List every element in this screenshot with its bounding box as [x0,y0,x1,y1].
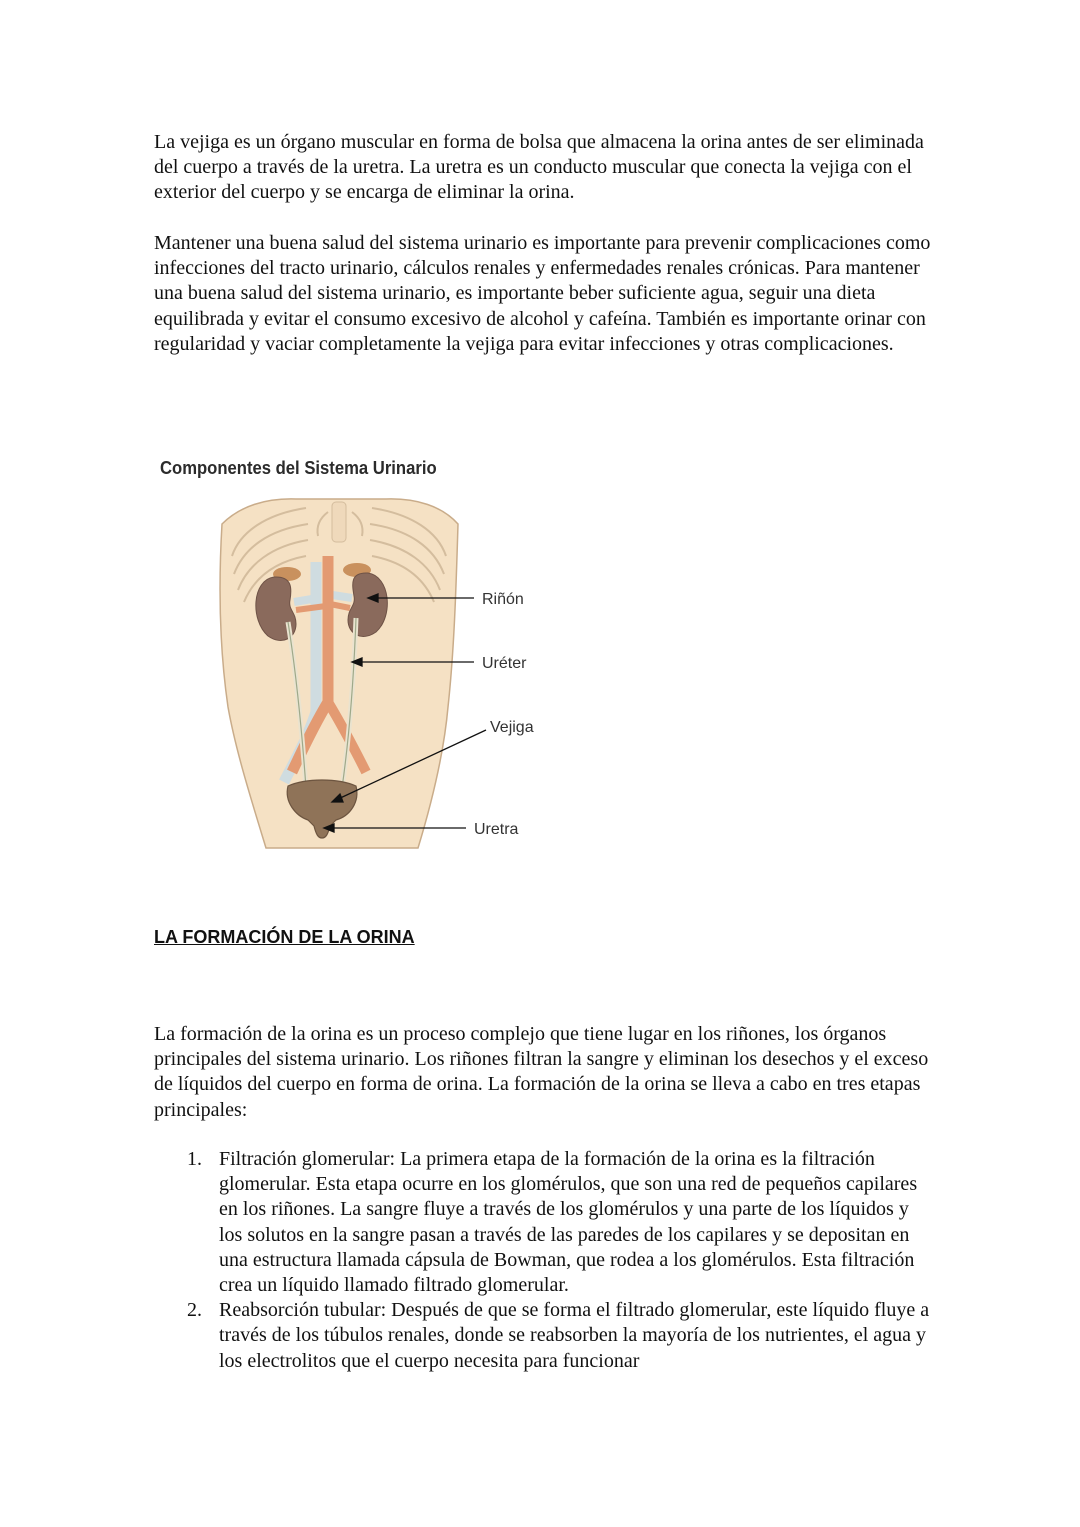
label-kidney: Riñón [482,591,524,608]
label-urethra: Uretra [474,821,519,838]
urinary-system-figure [156,452,556,852]
label-bladder: Vejiga [490,719,534,736]
section-heading: LA FORMACIÓN DE LA ORINA [154,927,415,947]
urinary-system-illustration [156,452,556,852]
paragraph-bladder-urethra: La vejiga es un órgano muscular en forma de bolsa que almacena la orina antes de ser eliminada del cuerpo a través de la uretra. La uretra es un conducto muscular que conecta la vejiga con el exterior del cuerpo y se encarga de eliminar la orina. [154,131,924,204]
paragraph-formation-intro: La formación de la orina es un proceso complejo que tiene lugar en los riñones, los órganos principales del sistema urinario. Los riñones filtran la sangre y eliminan los desechos y el exceso de líquidos del cuerpo en forma de orina. La formación de la orina se lleva a cabo en tres etapas principales: [154,1023,929,1121]
paragraph-urinary-health: Mantener una buena salud del sistema urinario es importante para prevenir complicaciones como infecciones del tracto urinario, cálculos renales y enfermedades renales crónicas. Para mantener una buena salud del sistema urinario, es importante beber suficiente agua, seguir una dieta equilibrada y evitar el consumo excesivo de alcohol y cafeína. También es importante orinar con regularidad y vaciar completamente la vejiga para evitar infecciones y otras complicaciones. [154,232,931,355]
list-item-number: 2. [187,1299,202,1322]
list-item-number: 1. [187,1148,202,1170]
formation-steps-list [154,1147,934,1374]
list-item [154,1298,934,1374]
figure-title: Componentes del Sistema Urinario [160,457,437,478]
list-item [154,1147,934,1298]
label-ureter: Uréter [482,655,527,672]
list-item-text: Reabsorción tubular: Después de que se forma el filtrado glomerular, este líquido fluye a través de los túbulos renales, donde se reabsorben la mayoría de los nutrientes, el agua y los electrolitos que el cuerpo necesita para funcionar [219,1299,930,1372]
list-item-text: Filtración glomerular: La primera etapa de la formación de la orina es la filtración glomerular. Esta etapa ocurre en los glomérulos, que son una red de pequeños capilares en los riñones. La sangre fluye a través de los glomérulos y una parte de los líquidos y los solutos en la sangre pasan a través de las paredes de los capilares y se depositan en una estructura llamada cápsula de Bowman, que rodea a los glomérulos. Esta filtración crea un líquido llamado filtrado glomerular. [219,1148,918,1297]
